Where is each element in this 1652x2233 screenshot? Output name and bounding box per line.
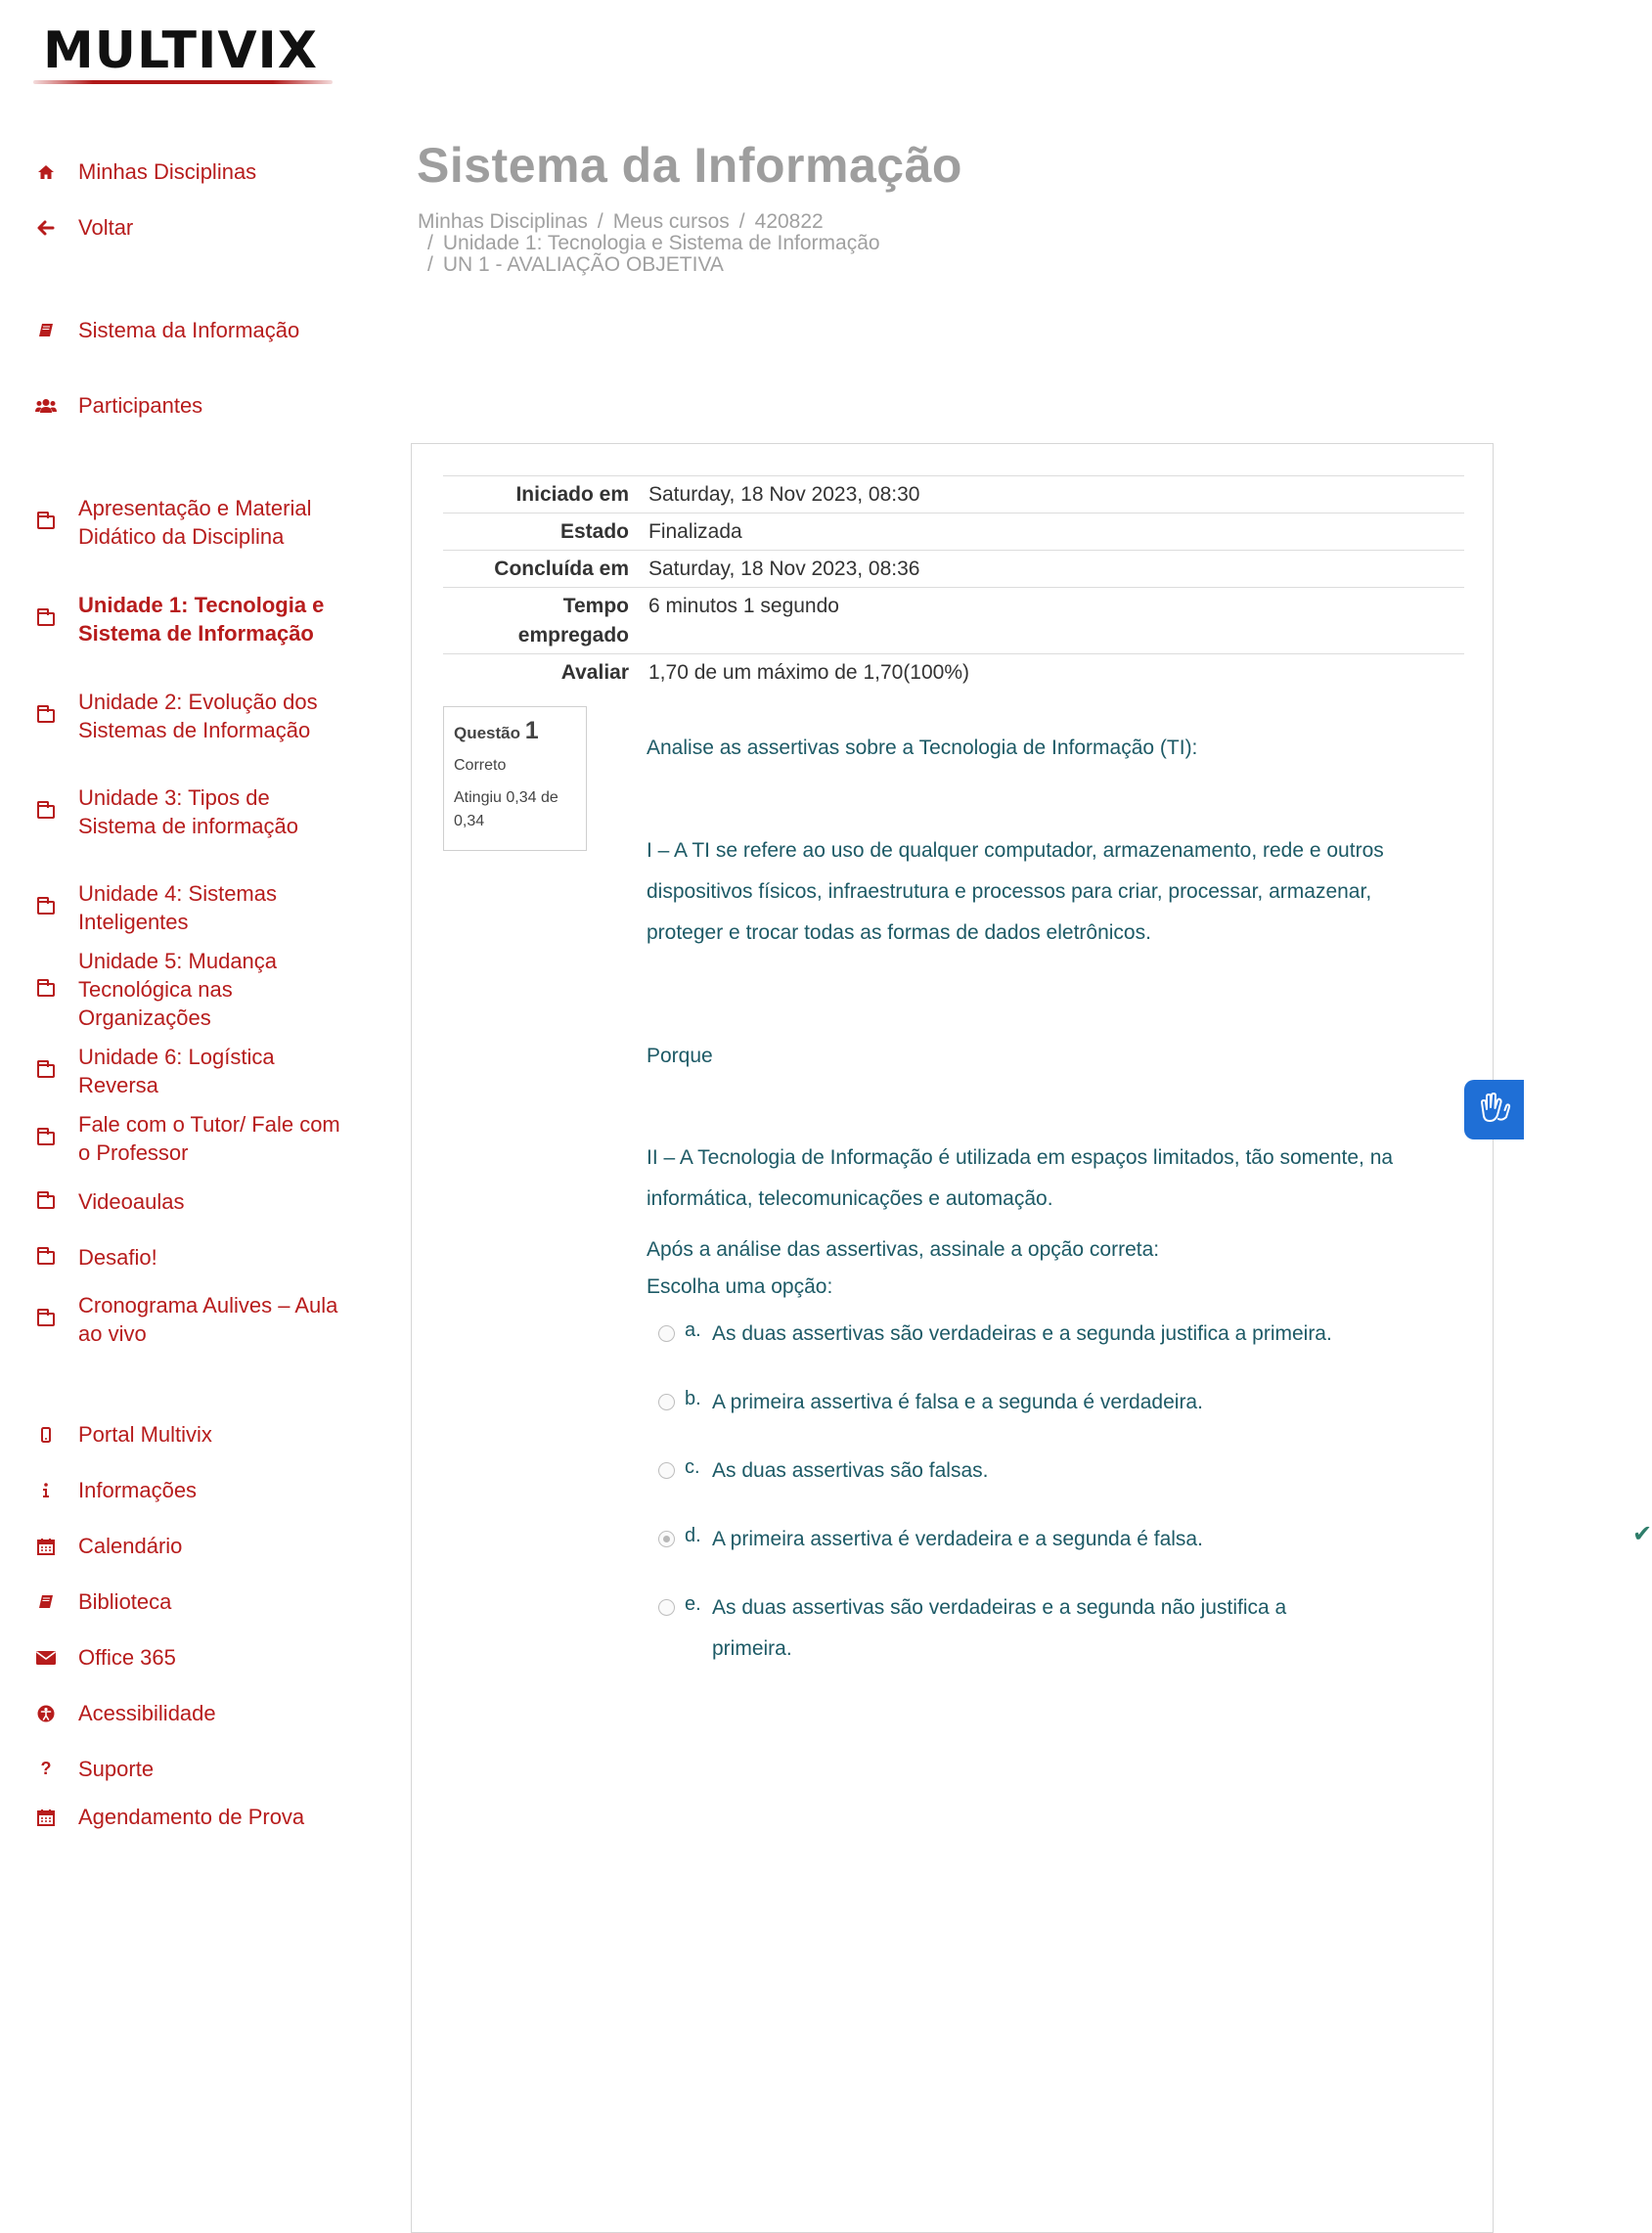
summary-key: Iniciado em (443, 476, 639, 514)
folder-icon (35, 897, 57, 918)
multivix-logo[interactable] (33, 22, 336, 88)
nav-participantes[interactable]: Participantes (35, 391, 348, 420)
summary-key: Avaliar (443, 654, 639, 692)
folder-icon (35, 512, 57, 533)
folder-icon (35, 1060, 57, 1082)
envelope-icon (35, 1647, 57, 1669)
folder-icon (35, 705, 57, 727)
correct-check-icon: ✔ (1632, 1521, 1652, 1547)
logo-text: MULTIVIX (43, 22, 318, 80)
nav-acessibilidade[interactable]: Acessibilidade (35, 1699, 348, 1727)
question-grade: Atingiu 0,34 de 0,34 (454, 789, 558, 829)
home-icon (35, 161, 57, 183)
breadcrumb-meus-cursos[interactable]: Meus cursos (612, 210, 730, 233)
radio-option-c[interactable] (658, 1462, 675, 1479)
breadcrumb-unidade[interactable]: Unidade 1: Tecnologia e Sistema de Informação (442, 232, 880, 254)
answer-option-a[interactable]: a. As duas assertivas são verdadeiras e a segunda justifica a primeira. (658, 1319, 1421, 1355)
nav-calendario[interactable]: Calendário (35, 1532, 348, 1560)
summary-row (443, 551, 1464, 588)
answer-prompt: Escolha uma opção: (647, 1275, 833, 1298)
arrow-left-icon (35, 217, 57, 239)
answer-option-d[interactable]: d. A primeira assertiva é verdadeira e a segunda é falsa. (658, 1525, 1421, 1560)
summary-row (443, 514, 1464, 551)
question-info-box (443, 706, 587, 851)
question-paragraph: I – A TI se refere ao uso de qualquer computador, armazenamento, rede e outros dispositivos físicos, infraestrutura e processos para criar, processar, armazenar, proteger e trocar todas as formas de dados eletrônicos. (647, 839, 1384, 944)
folder-icon (35, 1191, 57, 1213)
breadcrumb-separator: / (427, 232, 433, 254)
attempt-summary-table (443, 475, 1464, 691)
users-icon (35, 395, 57, 417)
book-icon (35, 320, 57, 341)
summary-row (443, 588, 1464, 654)
calendar-icon (35, 1807, 57, 1828)
breadcrumb (418, 211, 880, 276)
nav-minhas-disciplinas[interactable]: Minhas Disciplinas (35, 157, 348, 186)
nav-office-365[interactable]: Office 365 (35, 1643, 348, 1672)
accessibility-icon (35, 1703, 57, 1724)
vlibras-widget-button[interactable] (1464, 1080, 1524, 1139)
nav-section-videoaulas[interactable]: Videoaulas (35, 1187, 348, 1216)
radio-option-a[interactable] (658, 1325, 675, 1342)
nav-section-cronograma[interactable]: Cronograma Aulives – Aula ao vivo (35, 1291, 348, 1348)
answer-option-e[interactable]: e. As duas assertivas são verdadeiras e a segunda não justifica a primeira. (658, 1593, 1421, 1670)
nav-section-unidade-2[interactable]: Unidade 2: Evolução dos Sistemas de Informação (35, 688, 348, 744)
radio-option-b[interactable] (658, 1394, 675, 1410)
answer-option-b[interactable]: b. A primeira assertiva é falsa e a segunda é verdadeira. (658, 1388, 1421, 1423)
nav-section-unidade-5[interactable]: Unidade 5: Mudança Tecnológica nas Organizações (35, 947, 348, 1032)
question-paragraph: II – A Tecnologia de Informação é utilizada em espaços limitados, tão somente, na informática, telecomunicações e automação. (647, 1146, 1394, 1210)
radio-option-d[interactable] (658, 1531, 675, 1547)
question-paragraph: Porque (647, 1045, 713, 1067)
logo-underline (33, 80, 333, 84)
summary-key: Concluída em (443, 551, 639, 588)
breadcrumb-avaliacao[interactable]: UN 1 - AVALIAÇÃO OBJETIVA (442, 253, 724, 276)
question-icon: ? (40, 1759, 52, 1778)
nav-section-unidade-6[interactable]: Unidade 6: Logística Reversa (35, 1043, 348, 1099)
summary-row (443, 654, 1464, 692)
info-icon (35, 1480, 57, 1501)
summary-key: Estado (443, 514, 639, 551)
summary-value: Saturday, 18 Nov 2023, 08:30 (639, 476, 1464, 514)
nav-agendamento-de-prova[interactable]: Agendamento de Prova (35, 1803, 348, 1831)
nav-section-unidade-3[interactable]: Unidade 3: Tipos de Sistema de informação (35, 783, 348, 840)
breadcrumb-separator: / (427, 253, 433, 276)
breadcrumb-separator: / (738, 210, 745, 233)
page-title: Sistema da Informação (417, 138, 962, 193)
nav-informacoes[interactable]: Informações (35, 1476, 348, 1504)
breadcrumb-separator: / (597, 210, 603, 233)
question-paragraph: Após a análise das assertivas, assinale a opção correta: (647, 1238, 1160, 1261)
folder-icon (35, 801, 57, 823)
folder-icon (35, 979, 57, 1001)
question-state: Correto (454, 757, 507, 774)
nav-sistema-da-informacao[interactable]: Sistema da Informação (35, 316, 348, 344)
folder-icon (35, 1247, 57, 1269)
breadcrumb-course-id[interactable]: 420822 (754, 210, 824, 233)
book-icon (35, 1591, 57, 1613)
summary-row (443, 476, 1464, 514)
nav-voltar[interactable]: Voltar (35, 213, 348, 242)
question-paragraph: Analise as assertivas sobre a Tecnologia de Informação (TI): (647, 737, 1198, 759)
nav-section-unidade-4[interactable]: Unidade 4: Sistemas Inteligentes (35, 879, 348, 936)
folder-icon (35, 1128, 57, 1149)
summary-value: Saturday, 18 Nov 2023, 08:36 (639, 551, 1464, 588)
radio-option-e[interactable] (658, 1599, 675, 1616)
summary-value: 6 minutos 1 segundo (639, 588, 1464, 654)
summary-value: Finalizada (639, 514, 1464, 551)
calendar-icon (35, 1536, 57, 1557)
sign-language-hands-icon (1475, 1088, 1514, 1132)
nav-section-desafio[interactable]: Desafio! (35, 1243, 348, 1272)
folder-icon (35, 608, 57, 630)
summary-key: Tempo empregado (443, 588, 639, 654)
answer-option-c[interactable]: c. As duas assertivas são falsas. (658, 1456, 1421, 1492)
nav-portal-multivix[interactable]: Portal Multivix (35, 1420, 348, 1449)
quiz-review-card (411, 443, 1652, 2233)
summary-value: 1,70 de um máximo de 1,70(100%) (639, 654, 1464, 692)
nav-section-fale-com-tutor[interactable]: Fale com o Tutor/ Fale com o Professor (35, 1110, 348, 1167)
mobile-icon (35, 1424, 57, 1446)
nav-section-apresentacao[interactable]: Apresentação e Material Didático da Disciplina (35, 494, 348, 551)
nav-suporte[interactable]: ? Suporte (35, 1755, 348, 1783)
nav-biblioteca[interactable]: Biblioteca (35, 1587, 348, 1616)
nav-section-unidade-1[interactable]: Unidade 1: Tecnologia e Sistema de Informação (35, 591, 348, 648)
question-number: Questão 1 (454, 717, 539, 744)
breadcrumb-minhas-disciplinas[interactable]: Minhas Disciplinas (418, 210, 588, 233)
folder-icon (35, 1309, 57, 1330)
